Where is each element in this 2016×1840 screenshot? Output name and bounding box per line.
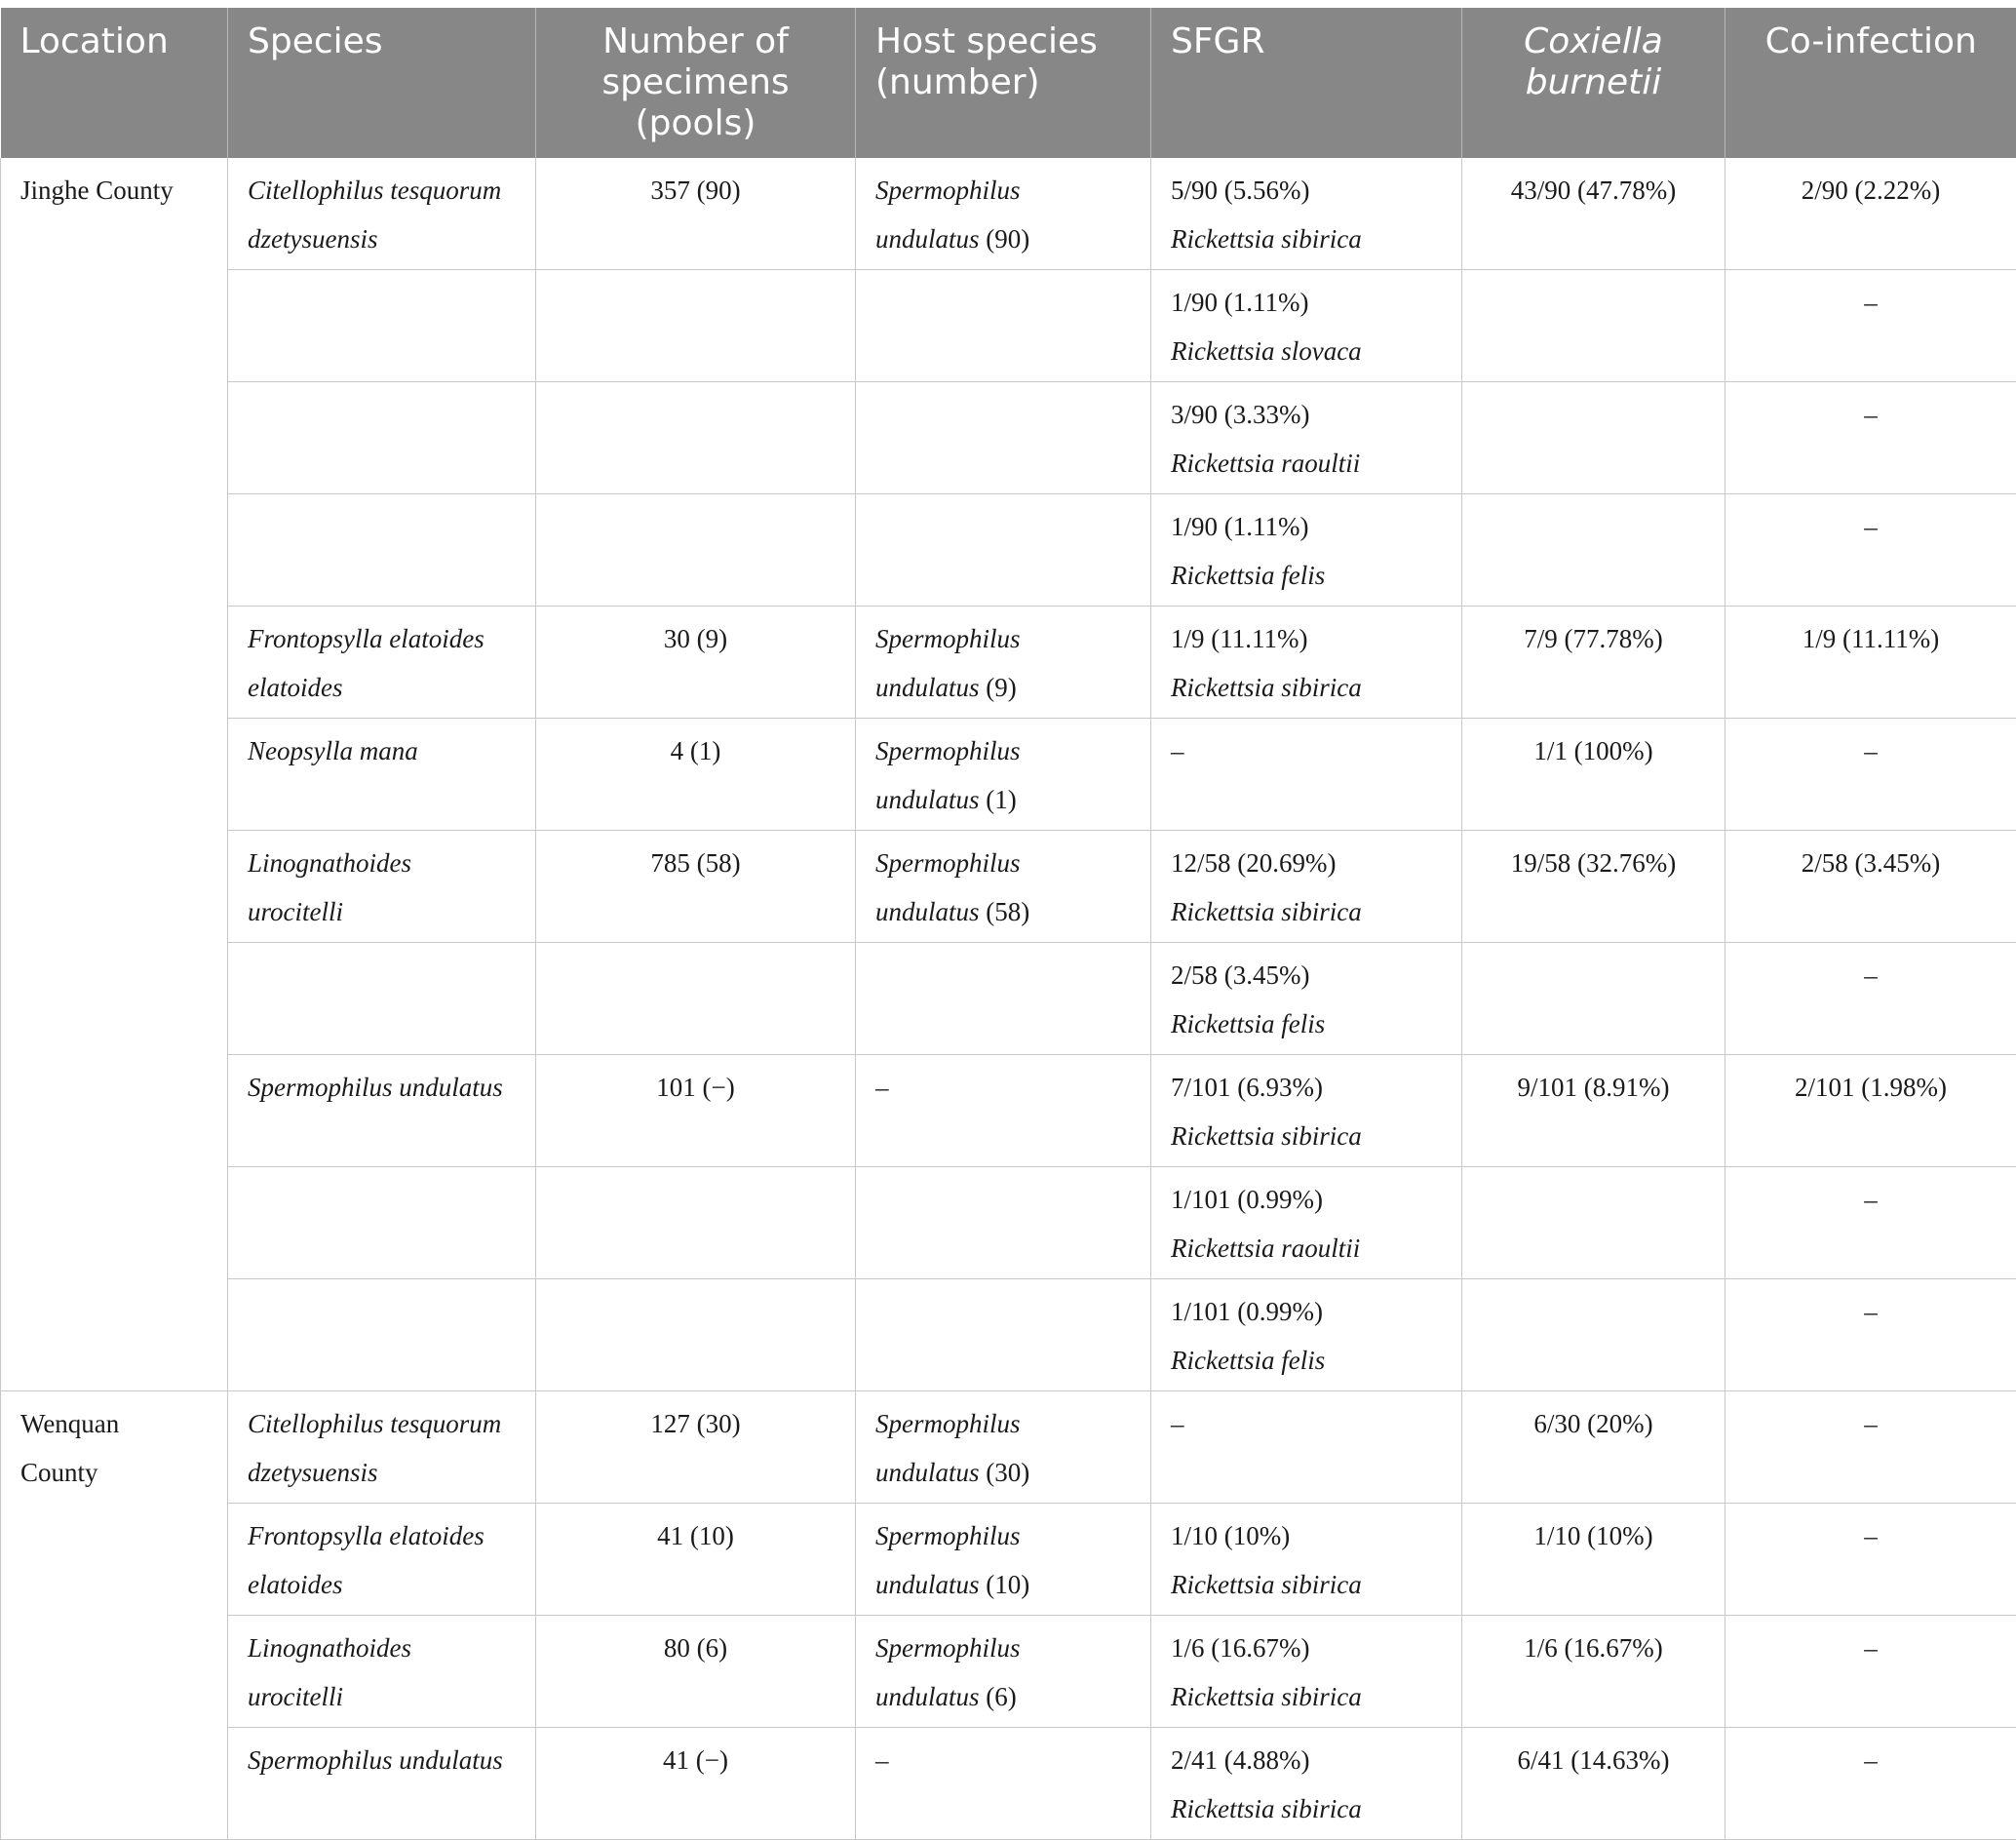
location-cell <box>1 158 228 1391</box>
host-name-line2: undulatus <box>875 673 980 702</box>
sfgr-cell <box>1151 1279 1462 1391</box>
coxiella-cell <box>1462 943 1725 1055</box>
coxiella-cell: 43/90 (47.78%) <box>1462 158 1725 270</box>
species-line1: Citellophilus tesquorum <box>248 1409 501 1438</box>
sfgr-cell <box>1151 719 1462 831</box>
species-line2: urocitelli <box>248 897 343 926</box>
table-row <box>1 831 2016 943</box>
species-line2: dzetysuensis <box>248 224 377 254</box>
species-cell <box>228 1167 536 1279</box>
host-cell <box>856 1728 1151 1840</box>
location-line1: Wenquan <box>20 1409 119 1438</box>
sfgr-value: 3/90 (3.33%) <box>1171 390 1442 439</box>
host-name-line2: undulatus <box>875 1458 980 1487</box>
species-line1: Spermophilus undulatus <box>248 1073 503 1102</box>
host-name: Spermophilus <box>875 1521 1021 1550</box>
species-cell <box>228 943 536 1055</box>
sfgr-value: 1/6 (16.67%) <box>1171 1624 1442 1672</box>
coxiella-cell: 1/1 (100%) <box>1462 719 1725 831</box>
sfgr-value: 2/58 (3.45%) <box>1171 951 1442 999</box>
coinfection-cell: – <box>1725 1279 2016 1391</box>
species-cell <box>228 1391 536 1504</box>
host-name: Spermophilus <box>875 176 1021 205</box>
species-cell <box>228 1728 536 1840</box>
coxiella-cell: 19/58 (32.76%) <box>1462 831 1725 943</box>
table-row <box>1 1167 2016 1279</box>
table-row <box>1 719 2016 831</box>
species-line2: dzetysuensis <box>248 1458 377 1487</box>
host-cell <box>856 158 1151 270</box>
host-cell <box>856 943 1151 1055</box>
table-row <box>1 1616 2016 1728</box>
host-name: Spermophilus <box>875 848 1021 878</box>
number-cell: 41 (10) <box>536 1504 856 1616</box>
species-line1: Spermophilus undulatus <box>248 1745 503 1775</box>
species-line1: Frontopsylla elatoides <box>248 1521 485 1550</box>
host-cell <box>856 382 1151 494</box>
coinfection-cell: – <box>1725 270 2016 382</box>
species-cell <box>228 1616 536 1728</box>
coinfection-cell: – <box>1725 1504 2016 1616</box>
coinfection-cell: – <box>1725 494 2016 607</box>
species-cell <box>228 494 536 607</box>
host-name: – <box>875 1745 889 1775</box>
coxiella-cell: 6/41 (14.63%) <box>1462 1728 1725 1840</box>
table-row <box>1 607 2016 719</box>
host-name-line2: undulatus <box>875 1570 980 1599</box>
location-line1: Jinghe County <box>20 176 174 205</box>
coinfection-cell: 2/58 (3.45%) <box>1725 831 2016 943</box>
coxiella-cell: 1/6 (16.67%) <box>1462 1616 1725 1728</box>
host-cell <box>856 1616 1151 1728</box>
coinfection-cell: 1/9 (11.11%) <box>1725 607 2016 719</box>
table-body <box>1 158 2016 1840</box>
sfgr-value: 12/58 (20.69%) <box>1171 839 1442 887</box>
sfgr-value: 7/101 (6.93%) <box>1171 1063 1442 1112</box>
number-cell: 101 (−) <box>536 1055 856 1167</box>
sfgr-value: 5/90 (5.56%) <box>1171 166 1442 215</box>
header-sfgr: SFGR <box>1151 8 1462 158</box>
sfgr-cell <box>1151 1504 1462 1616</box>
host-cell <box>856 831 1151 943</box>
sfgr-pathogen: Rickettsia sibirica <box>1171 215 1442 263</box>
host-name-line2: undulatus <box>875 897 980 926</box>
sfgr-cell <box>1151 1391 1462 1504</box>
host-count: (1) <box>980 785 1017 814</box>
host-cell <box>856 1279 1151 1391</box>
sfgr-pathogen: Rickettsia raoultii <box>1171 439 1442 488</box>
host-name: Spermophilus <box>875 736 1021 765</box>
host-cell <box>856 494 1151 607</box>
number-cell <box>536 943 856 1055</box>
sfgr-value: 1/90 (1.11%) <box>1171 278 1442 327</box>
species-cell <box>228 1279 536 1391</box>
species-cell <box>228 1504 536 1616</box>
sfgr-value: 1/101 (0.99%) <box>1171 1287 1442 1336</box>
sfgr-cell <box>1151 831 1462 943</box>
table-header <box>1 8 2016 158</box>
species-line1: Linognathoides <box>248 848 411 878</box>
number-cell: 785 (58) <box>536 831 856 943</box>
table-row <box>1 1504 2016 1616</box>
number-cell <box>536 382 856 494</box>
host-cell <box>856 719 1151 831</box>
header-coxiella: Coxiella burnetii <box>1462 8 1725 158</box>
sfgr-cell <box>1151 1167 1462 1279</box>
sfgr-cell <box>1151 1616 1462 1728</box>
coxiella-cell <box>1462 494 1725 607</box>
table-row <box>1 270 2016 382</box>
coinfection-cell: – <box>1725 1728 2016 1840</box>
sfgr-pathogen: Rickettsia felis <box>1171 999 1442 1048</box>
sfgr-pathogen: Rickettsia felis <box>1171 1336 1442 1385</box>
sfgr-value: 1/101 (0.99%) <box>1171 1175 1442 1224</box>
header-species: Species <box>228 8 536 158</box>
sfgr-value: 1/9 (11.11%) <box>1171 614 1442 663</box>
species-line2: urocitelli <box>248 1682 343 1711</box>
species-line1: Neopsylla mana <box>248 736 418 765</box>
coxiella-cell: 9/101 (8.91%) <box>1462 1055 1725 1167</box>
host-name: – <box>875 1073 889 1102</box>
coxiella-cell: 1/10 (10%) <box>1462 1504 1725 1616</box>
sfgr-pathogen: Rickettsia raoultii <box>1171 1224 1442 1272</box>
table-row <box>1 158 2016 270</box>
species-cell <box>228 607 536 719</box>
number-cell: 30 (9) <box>536 607 856 719</box>
host-count: (9) <box>980 673 1017 702</box>
sfgr-pathogen: Rickettsia sibirica <box>1171 663 1442 712</box>
table-row <box>1 1279 2016 1391</box>
host-name-line2: undulatus <box>875 224 980 254</box>
coinfection-cell: – <box>1725 1391 2016 1504</box>
coinfection-cell: – <box>1725 719 2016 831</box>
data-table-container <box>0 8 2016 1840</box>
sfgr-value: 1/90 (1.11%) <box>1171 502 1442 551</box>
number-cell <box>536 1167 856 1279</box>
header-row <box>1 8 2016 158</box>
host-cell <box>856 1055 1151 1167</box>
header-number: Number of specimens (pools) <box>536 8 856 158</box>
species-cell <box>228 719 536 831</box>
sfgr-cell <box>1151 270 1462 382</box>
coxiella-cell <box>1462 270 1725 382</box>
header-host: Host species (number) <box>856 8 1151 158</box>
species-line2: elatoides <box>248 1570 342 1599</box>
host-cell <box>856 270 1151 382</box>
coxiella-cell: 6/30 (20%) <box>1462 1391 1725 1504</box>
sfgr-pathogen: Rickettsia felis <box>1171 551 1442 600</box>
species-cell <box>228 1055 536 1167</box>
number-cell <box>536 494 856 607</box>
host-cell <box>856 1391 1151 1504</box>
sfgr-pathogen: Rickettsia sibirica <box>1171 1672 1442 1721</box>
sfgr-value: 1/10 (10%) <box>1171 1511 1442 1560</box>
table-row <box>1 1391 2016 1504</box>
host-count: (6) <box>980 1682 1017 1711</box>
host-count: (58) <box>980 897 1030 926</box>
species-line2: elatoides <box>248 673 342 702</box>
sfgr-value: – <box>1171 1399 1442 1448</box>
location-cell <box>1 1391 228 1840</box>
table-row <box>1 1055 2016 1167</box>
coinfection-cell: – <box>1725 1167 2016 1279</box>
table-row <box>1 494 2016 607</box>
host-cell <box>856 1167 1151 1279</box>
sfgr-cell <box>1151 943 1462 1055</box>
sfgr-pathogen: Rickettsia sibirica <box>1171 1560 1442 1609</box>
species-cell <box>228 270 536 382</box>
number-cell: 357 (90) <box>536 158 856 270</box>
number-cell: 4 (1) <box>536 719 856 831</box>
host-name: Spermophilus <box>875 1633 1021 1663</box>
sfgr-pathogen: Rickettsia sibirica <box>1171 887 1442 936</box>
number-cell <box>536 270 856 382</box>
data-table <box>0 8 2016 1840</box>
coinfection-cell: – <box>1725 1616 2016 1728</box>
host-count: (10) <box>980 1570 1030 1599</box>
species-cell <box>228 158 536 270</box>
sfgr-cell <box>1151 1055 1462 1167</box>
species-cell <box>228 382 536 494</box>
coinfection-cell: 2/101 (1.98%) <box>1725 1055 2016 1167</box>
header-location: Location <box>1 8 228 158</box>
sfgr-cell <box>1151 158 1462 270</box>
number-cell: 80 (6) <box>536 1616 856 1728</box>
sfgr-cell <box>1151 494 1462 607</box>
host-count: (30) <box>980 1458 1030 1487</box>
header-coinfection: Co-infection <box>1725 8 2016 158</box>
table-row <box>1 382 2016 494</box>
coxiella-cell <box>1462 382 1725 494</box>
species-line1: Linognathoides <box>248 1633 411 1663</box>
sfgr-cell <box>1151 1728 1462 1840</box>
coinfection-cell: – <box>1725 382 2016 494</box>
table-row <box>1 943 2016 1055</box>
sfgr-pathogen: Rickettsia sibirica <box>1171 1112 1442 1160</box>
host-cell <box>856 1504 1151 1616</box>
host-count: (90) <box>980 224 1030 254</box>
sfgr-value: 2/41 (4.88%) <box>1171 1736 1442 1784</box>
species-line1: Frontopsylla elatoides <box>248 624 485 653</box>
number-cell <box>536 1279 856 1391</box>
sfgr-pathogen: Rickettsia slovaca <box>1171 327 1442 375</box>
sfgr-value: – <box>1171 726 1442 775</box>
coxiella-cell: 7/9 (77.78%) <box>1462 607 1725 719</box>
sfgr-pathogen: Rickettsia sibirica <box>1171 1784 1442 1833</box>
host-name: Spermophilus <box>875 1409 1021 1438</box>
number-cell: 41 (−) <box>536 1728 856 1840</box>
number-cell: 127 (30) <box>536 1391 856 1504</box>
coinfection-cell: 2/90 (2.22%) <box>1725 158 2016 270</box>
sfgr-cell <box>1151 382 1462 494</box>
host-name-line2: undulatus <box>875 785 980 814</box>
coxiella-cell <box>1462 1167 1725 1279</box>
host-cell <box>856 607 1151 719</box>
host-name: Spermophilus <box>875 624 1021 653</box>
species-line1: Citellophilus tesquorum <box>248 176 501 205</box>
species-cell <box>228 831 536 943</box>
location-line2: County <box>20 1458 98 1487</box>
coxiella-cell <box>1462 1279 1725 1391</box>
sfgr-cell <box>1151 607 1462 719</box>
coinfection-cell: – <box>1725 943 2016 1055</box>
table-row <box>1 1728 2016 1840</box>
host-name-line2: undulatus <box>875 1682 980 1711</box>
